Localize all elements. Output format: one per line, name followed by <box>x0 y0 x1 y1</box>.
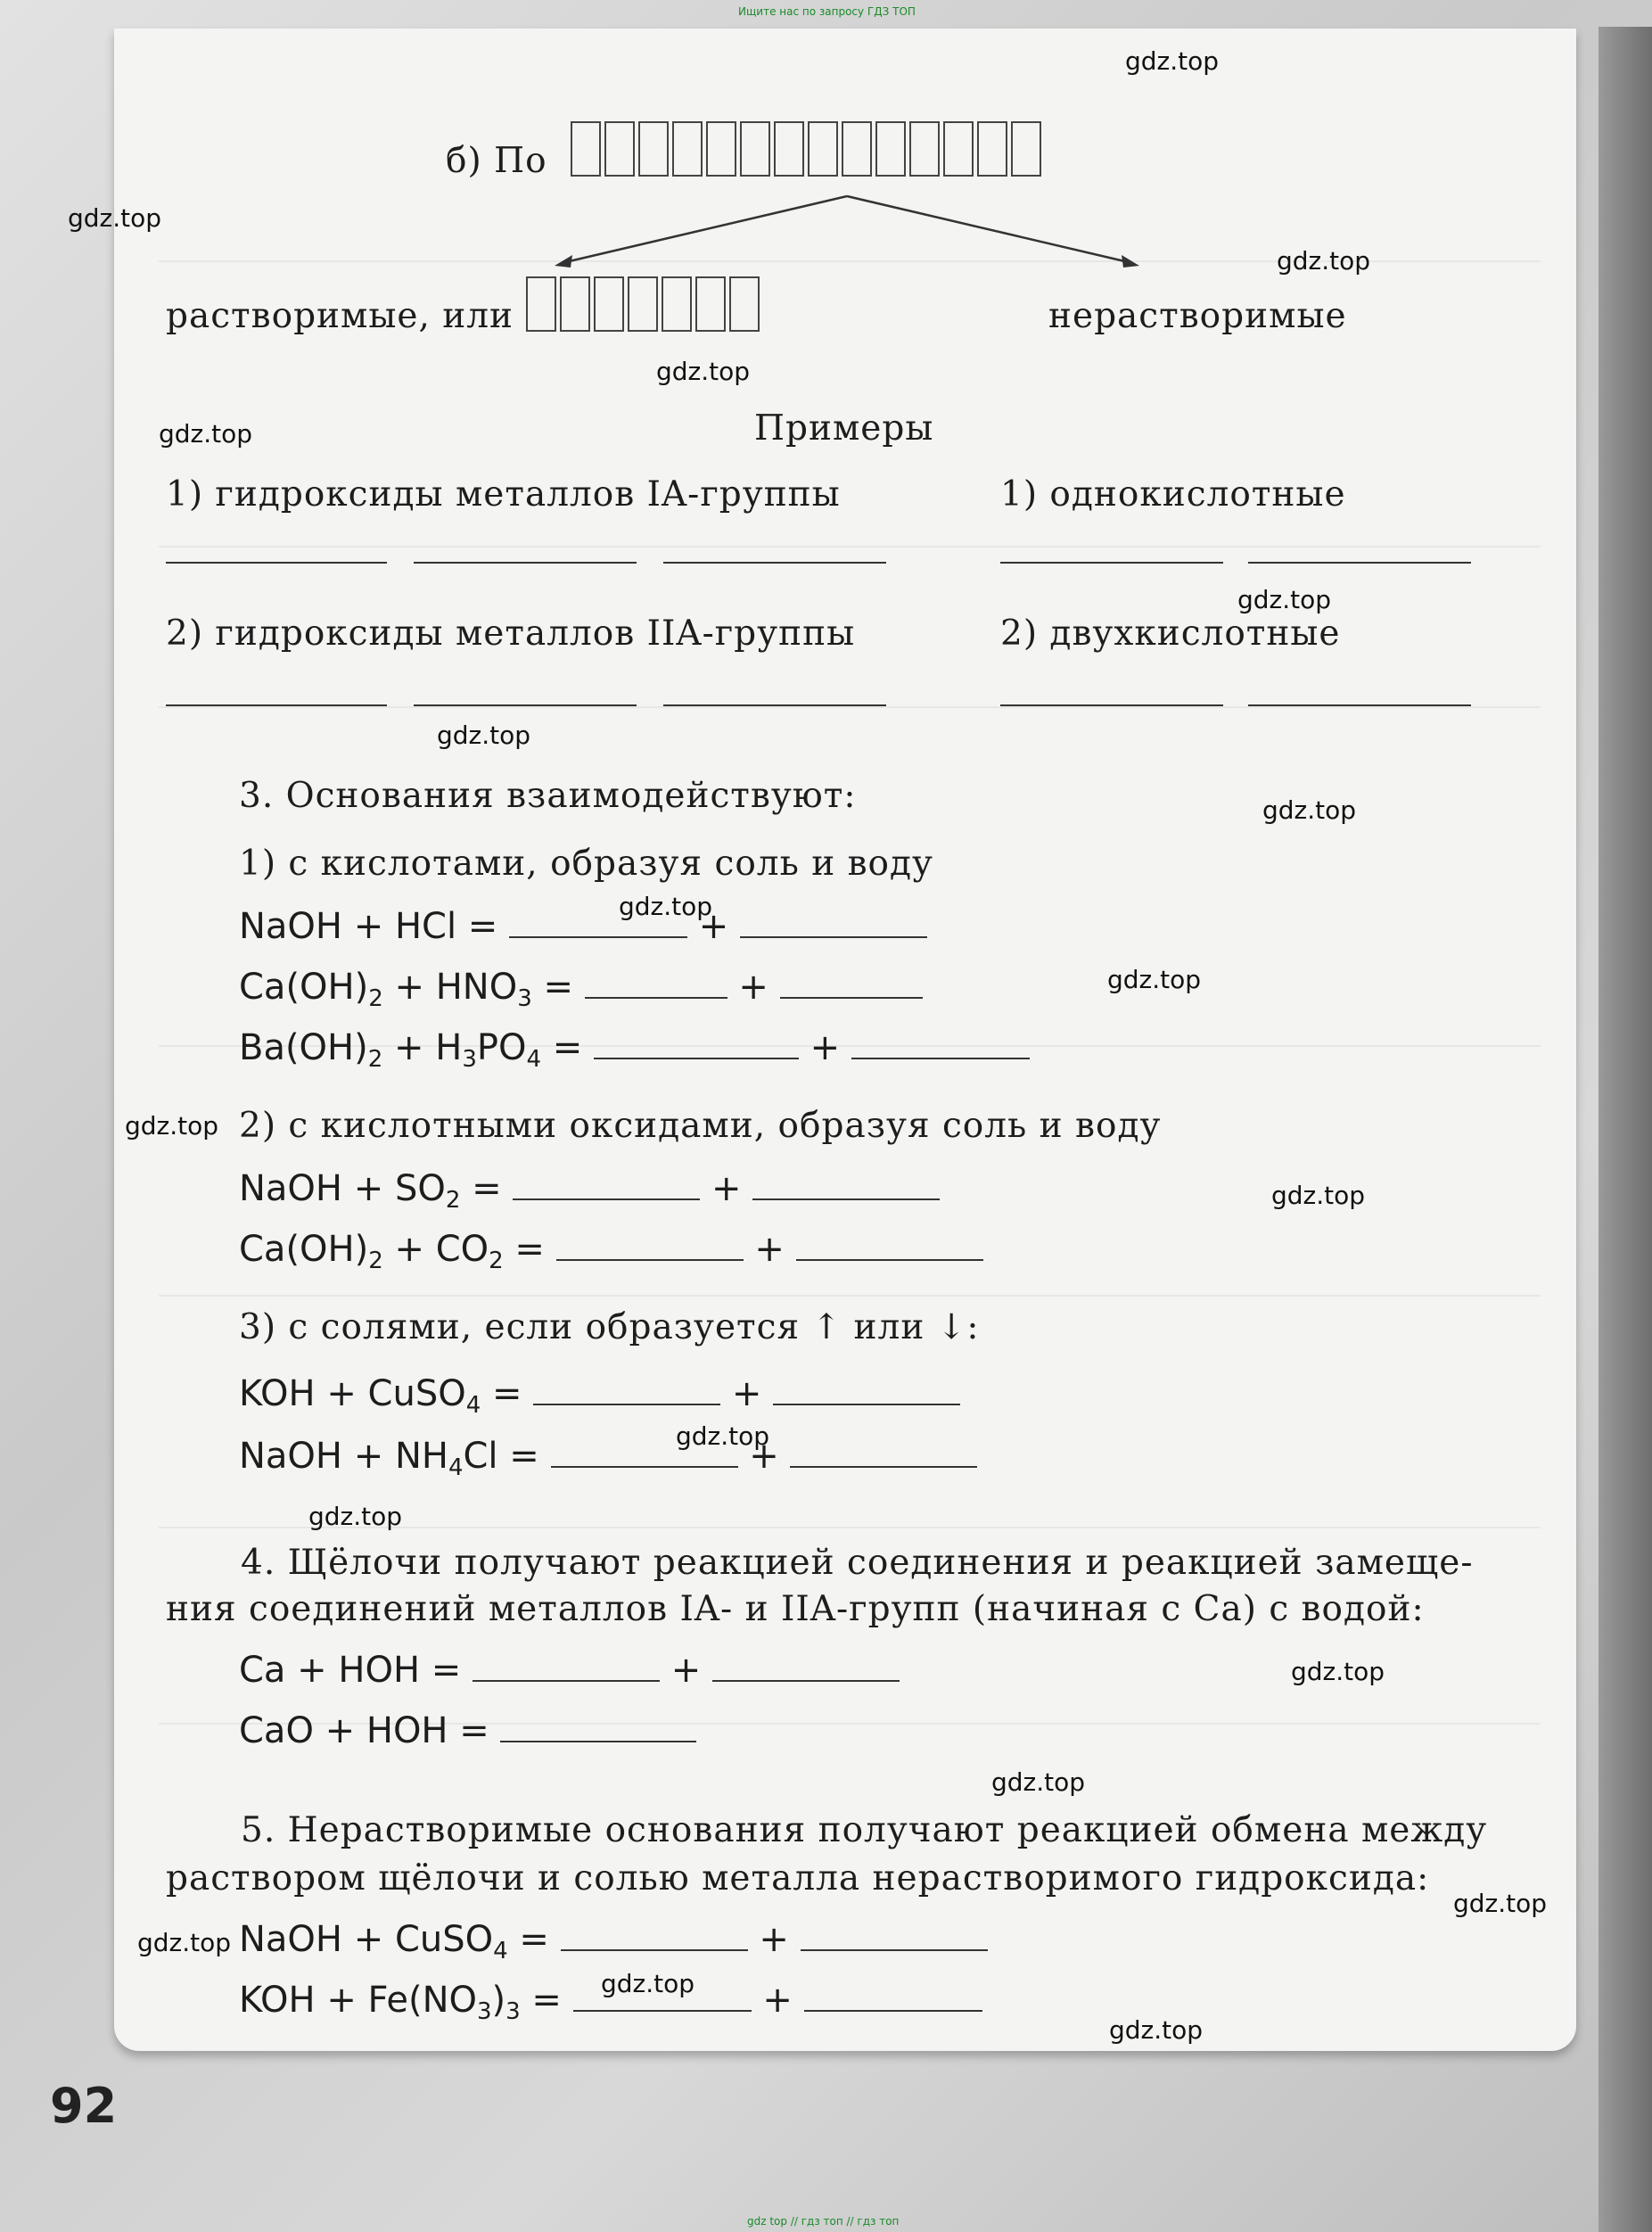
answer-line[interactable] <box>663 562 886 564</box>
right-example-2: 2) двухкислотные <box>1000 614 1341 654</box>
task5-line2: раствором щёлочи и солью металла нерастворимого гидроксида: <box>166 1858 1430 1898</box>
answer-boxes-alkali[interactable] <box>526 276 763 332</box>
answer-line[interactable] <box>166 562 387 564</box>
answer-line[interactable] <box>1000 704 1223 706</box>
bottom-banner: gdz top // гдз топ // гдз топ <box>747 2215 900 2228</box>
watermark: gdz.top <box>437 721 531 750</box>
equation: $Ca(OH)_2 + HNO_3$ = + <box>239 967 923 1012</box>
equation: NaOH + $NH_4Cl$ = + <box>239 1436 977 1481</box>
watermark: gdz.top <box>601 1969 695 1998</box>
watermark: gdz.top <box>1109 2015 1204 2045</box>
book-edge <box>1599 27 1652 2232</box>
watermark: gdz.top <box>619 892 713 921</box>
watermark: gdz.top <box>68 203 162 233</box>
left-example-2: 2) гидроксиды металлов IIA-группы <box>166 614 856 654</box>
answer-line[interactable] <box>1248 562 1471 564</box>
answer-line[interactable] <box>414 562 637 564</box>
watermark: gdz.top <box>1291 1657 1385 1686</box>
task3-item3: 3) с солями, если образуется ↑ или ↓: <box>239 1307 980 1347</box>
by-label: б) По <box>446 141 547 181</box>
task4-line2: ния соединений металлов IA- и IIA-групп (начиная с Ca) с водой: <box>166 1589 1425 1629</box>
answer-line[interactable] <box>663 704 886 706</box>
task3-title: 3. Основания взаимодействуют: <box>239 776 857 816</box>
equation: NaOH + CuSO$_4$ = + <box>239 1919 988 1964</box>
equation: NaOH + HCl = + <box>239 906 927 947</box>
equation: Ca + HOH = + <box>239 1650 900 1691</box>
right-example-1: 1) однокислотные <box>1000 474 1346 515</box>
watermark: gdz.top <box>1262 795 1357 825</box>
task3-item1: 1) с кислотами, образуя соль и воду <box>239 844 933 884</box>
answer-boxes-criterion[interactable] <box>571 121 1045 177</box>
task3-item2: 2) с кислотными оксидами, образуя соль и воду <box>239 1106 1162 1146</box>
watermark: gdz.top <box>1271 1181 1366 1210</box>
watermark: gdz.top <box>676 1421 770 1451</box>
soluble-label: растворимые, или <box>166 296 514 336</box>
scheme-arrows <box>535 187 1159 276</box>
equation: $Ba(OH)_2 + H_3PO_4$ = + <box>239 1027 1030 1073</box>
answer-line[interactable] <box>166 704 387 706</box>
watermark: gdz.top <box>137 1928 232 1957</box>
page-number: 92 <box>50 2078 118 2134</box>
equation: NaOH + $SO_2$ = + <box>239 1168 940 1214</box>
equation: CaO + HOH = <box>239 1710 696 1751</box>
examples-title: Примеры <box>754 408 934 449</box>
answer-line[interactable] <box>1000 562 1223 564</box>
left-example-1: 1) гидроксиды металлов IA-группы <box>166 474 841 515</box>
task4-line1: 4. Щёлочи получают реакцией соединения и реакцией замеще- <box>241 1543 1474 1583</box>
equation: KOH + CuSO$_4$ = + <box>239 1373 960 1419</box>
top-banner: Ищите нас по запросу ГДЗ ТОП <box>738 5 916 18</box>
watermark: gdz.top <box>1125 46 1220 76</box>
watermark: gdz.top <box>991 1767 1086 1797</box>
answer-line[interactable] <box>414 704 637 706</box>
equation: $Ca(OH)_2 + CO_2$ = + <box>239 1229 983 1274</box>
watermark: gdz.top <box>656 357 751 386</box>
watermark: gdz.top <box>308 1502 403 1531</box>
watermark: gdz.top <box>125 1111 219 1141</box>
task5-line1: 5. Нерастворимые основания получают реакцией обмена между <box>241 1810 1488 1850</box>
watermark: gdz.top <box>1107 965 1202 994</box>
watermark: gdz.top <box>1237 585 1332 614</box>
watermark: gdz.top <box>159 419 253 449</box>
watermark: gdz.top <box>1453 1889 1548 1918</box>
insoluble-label: нерастворимые <box>1048 296 1347 336</box>
answer-line[interactable] <box>1248 704 1471 706</box>
watermark: gdz.top <box>1277 246 1371 276</box>
equation: KOH + $Fe(NO_3)_3$ = + <box>239 1980 982 2025</box>
